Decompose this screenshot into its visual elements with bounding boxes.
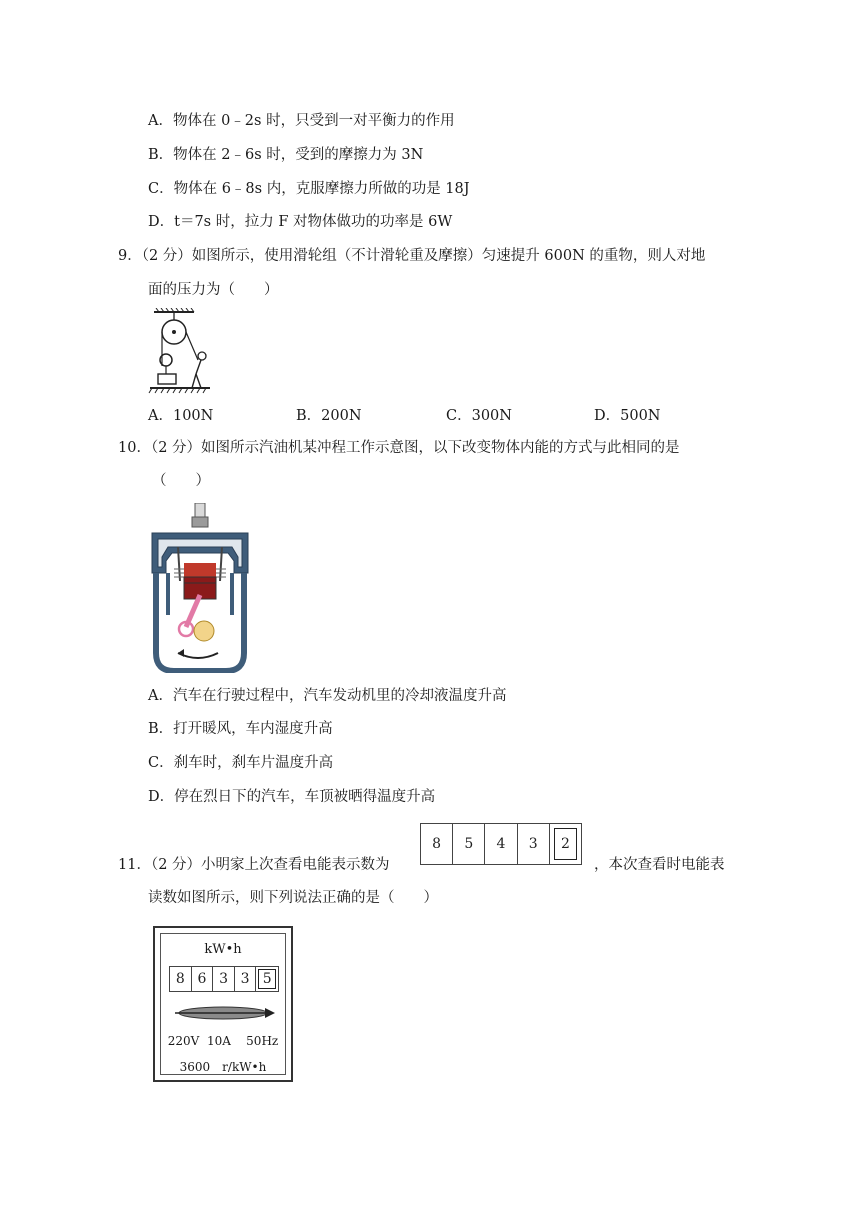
q10-option-b: B．打开暖风，车内湿度升高 xyxy=(148,721,333,737)
q10-stem-line1: 10．（2 分）如图所示汽油机某冲程工作示意图，以下改变物体内能的方式与此相同的是 xyxy=(118,440,680,456)
q9-option-c: C．300N xyxy=(446,408,512,424)
previous-digit: 3 xyxy=(518,824,550,864)
previous-digit: 4 xyxy=(485,824,517,864)
q11-stem-line2: 读数如图所示，则下列说法正确的是（ ） xyxy=(148,890,438,906)
q8-option-b: B．物体在 2﹣6s 时，受到的摩擦力为 3N xyxy=(148,147,424,163)
previous-meter-reading xyxy=(420,823,582,865)
q9-option-b: B．200N xyxy=(296,408,362,424)
meter-voltage: 220V xyxy=(167,1034,200,1048)
engine-stroke-figure xyxy=(148,503,252,673)
meter-unit: kW•h xyxy=(204,942,242,957)
meter-specs xyxy=(155,1034,291,1048)
q10-option-a: A．汽车在行驶过程中，汽车发动机里的冷却液温度升高 xyxy=(148,688,507,704)
q9-stem-line2: 面的压力为（ ） xyxy=(148,282,279,298)
q11-stem-prefix: 11．（2 分）小明家上次查看电能表示数为 xyxy=(118,857,390,873)
previous-digit: 5 xyxy=(453,824,485,864)
pulley-figure xyxy=(148,308,214,394)
meter-digit: 3 xyxy=(235,967,257,991)
q11-stem-suffix: ，本次查看时电能表 xyxy=(594,857,725,873)
meter-digit-decimal: 5 xyxy=(256,967,278,991)
meter-current: 10A xyxy=(206,1034,231,1048)
q9-option-d: D．500N xyxy=(594,408,661,424)
previous-digit: 8 xyxy=(421,824,453,864)
q8-option-d: D．t＝7s 时，拉力 F 对物体做功的功率是 6W xyxy=(148,214,453,230)
q10-option-c: C．刹车时，刹车片温度升高 xyxy=(148,755,334,771)
meter-disc-arrow xyxy=(173,1004,277,1022)
q9-option-a: A．100N xyxy=(148,408,214,424)
meter-digit: 6 xyxy=(192,967,214,991)
meter-digits xyxy=(169,966,279,992)
q10-stem-line2: （ ） xyxy=(152,473,210,489)
electricity-meter xyxy=(153,926,293,1082)
meter-constant: 3600 r/kW•h xyxy=(179,1060,267,1074)
previous-digit-decimal: 2 xyxy=(550,824,581,864)
q9-stem-line1: 9．（2 分）如图所示，使用滑轮组（不计滑轮重及摩擦）匀速提升 600N 的重物，则人对地 xyxy=(118,248,706,264)
q8-option-a: A．物体在 0﹣2s 时，只受到一对平衡力的作用 xyxy=(148,113,455,129)
meter-digit: 8 xyxy=(170,967,192,991)
meter-frequency: 50Hz xyxy=(246,1034,279,1048)
meter-digit: 3 xyxy=(213,967,235,991)
q8-option-c: C．物体在 6﹣8s 内，克服摩擦力所做的功是 18J xyxy=(148,181,470,197)
q10-option-d: D．停在烈日下的汽车，车顶被晒得温度升高 xyxy=(148,789,436,805)
